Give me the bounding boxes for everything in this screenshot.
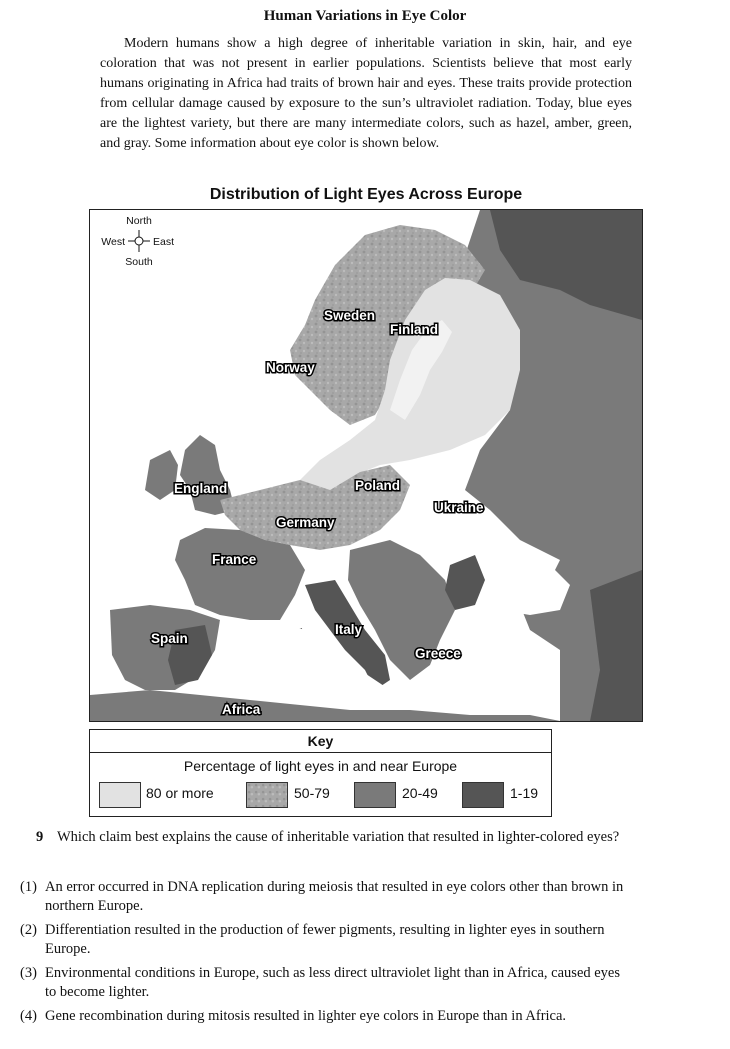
label-greece: Greece xyxy=(415,646,461,661)
key-label-1: 1-19 xyxy=(510,785,539,801)
region-southeast-dark xyxy=(590,570,642,721)
label-norway: Norway xyxy=(266,360,315,375)
label-england: England xyxy=(174,481,228,496)
choice-number: (1) xyxy=(20,879,37,895)
choice-text: An error occurred in DNA replication during meiosis that resulted in eye colors other than brown in northern Europe. xyxy=(45,879,624,914)
map-key xyxy=(89,729,552,817)
question-text: Which claim best explains the cause of inheritable variation that resulted in lighter-colored eyes? xyxy=(57,829,620,845)
key-row xyxy=(90,782,551,808)
label-poland: Poland xyxy=(355,478,401,493)
key-title: Key xyxy=(90,730,551,753)
choice-number: (3) xyxy=(20,965,37,981)
label-france: France xyxy=(212,552,257,567)
europe-map xyxy=(89,209,643,722)
label-africa: Africa xyxy=(222,702,261,717)
label-ukraine: Ukraine xyxy=(434,500,484,515)
compass-east-label: East xyxy=(153,236,175,248)
map-svg xyxy=(90,210,642,721)
key-swatch-1 xyxy=(462,782,504,808)
choice-number: (4) xyxy=(20,1008,37,1024)
compass-west-label: West xyxy=(101,236,125,248)
label-germany: Germany xyxy=(276,515,335,530)
choice-number: (2) xyxy=(20,922,37,938)
question-number: 9 xyxy=(36,829,44,845)
label-spain: Spain xyxy=(151,631,188,646)
compass-north-label: North xyxy=(126,215,152,227)
choice-text: Gene recombination during mitosis resulted in lighter eye colors in Europe than in Africa. xyxy=(45,1008,567,1024)
key-swatch-50 xyxy=(246,782,288,808)
choice-text: Environmental conditions in Europe, such as less direct ultraviolet light than in Africa, caused eyes to become lighter. xyxy=(45,965,621,1000)
key-label-20: 20-49 xyxy=(402,785,438,801)
key-swatch-80 xyxy=(99,782,141,808)
label-sweden: Sweden xyxy=(324,308,376,323)
label-italy: Italy xyxy=(335,622,363,637)
map-title: Distribution of Light Eyes Across Europe xyxy=(209,186,523,203)
key-label-80: 80 or more xyxy=(146,785,214,801)
intro-paragraph: Modern humans show a high degree of inheritable variation in skin, hair, and eye coloration that was not present in earlier populations. Scientists believe that most early humans originating in Africa had traits of brown hair and eyes. These traits provide protection from cellular damage caused by exposure to the sun’s ultraviolet radiation. Today, blue eyes are the lightest variety, but there are many intermediate colors, such as hazel, amber, green, and gray. Some information about eye color is shown below. xyxy=(100,36,632,151)
key-swatch-20 xyxy=(354,782,396,808)
compass-south-label: South xyxy=(125,256,153,268)
page-title: Human Variations in Eye Color xyxy=(263,8,467,24)
key-label-50: 50-79 xyxy=(294,785,330,801)
label-finland: Finland xyxy=(390,322,438,337)
choice-text: Differentiation resulted in the production of fewer pigments, resulting in lighter eyes in southern Europe. xyxy=(45,922,605,957)
key-subtitle: Percentage of light eyes in and near Europe xyxy=(183,758,458,774)
